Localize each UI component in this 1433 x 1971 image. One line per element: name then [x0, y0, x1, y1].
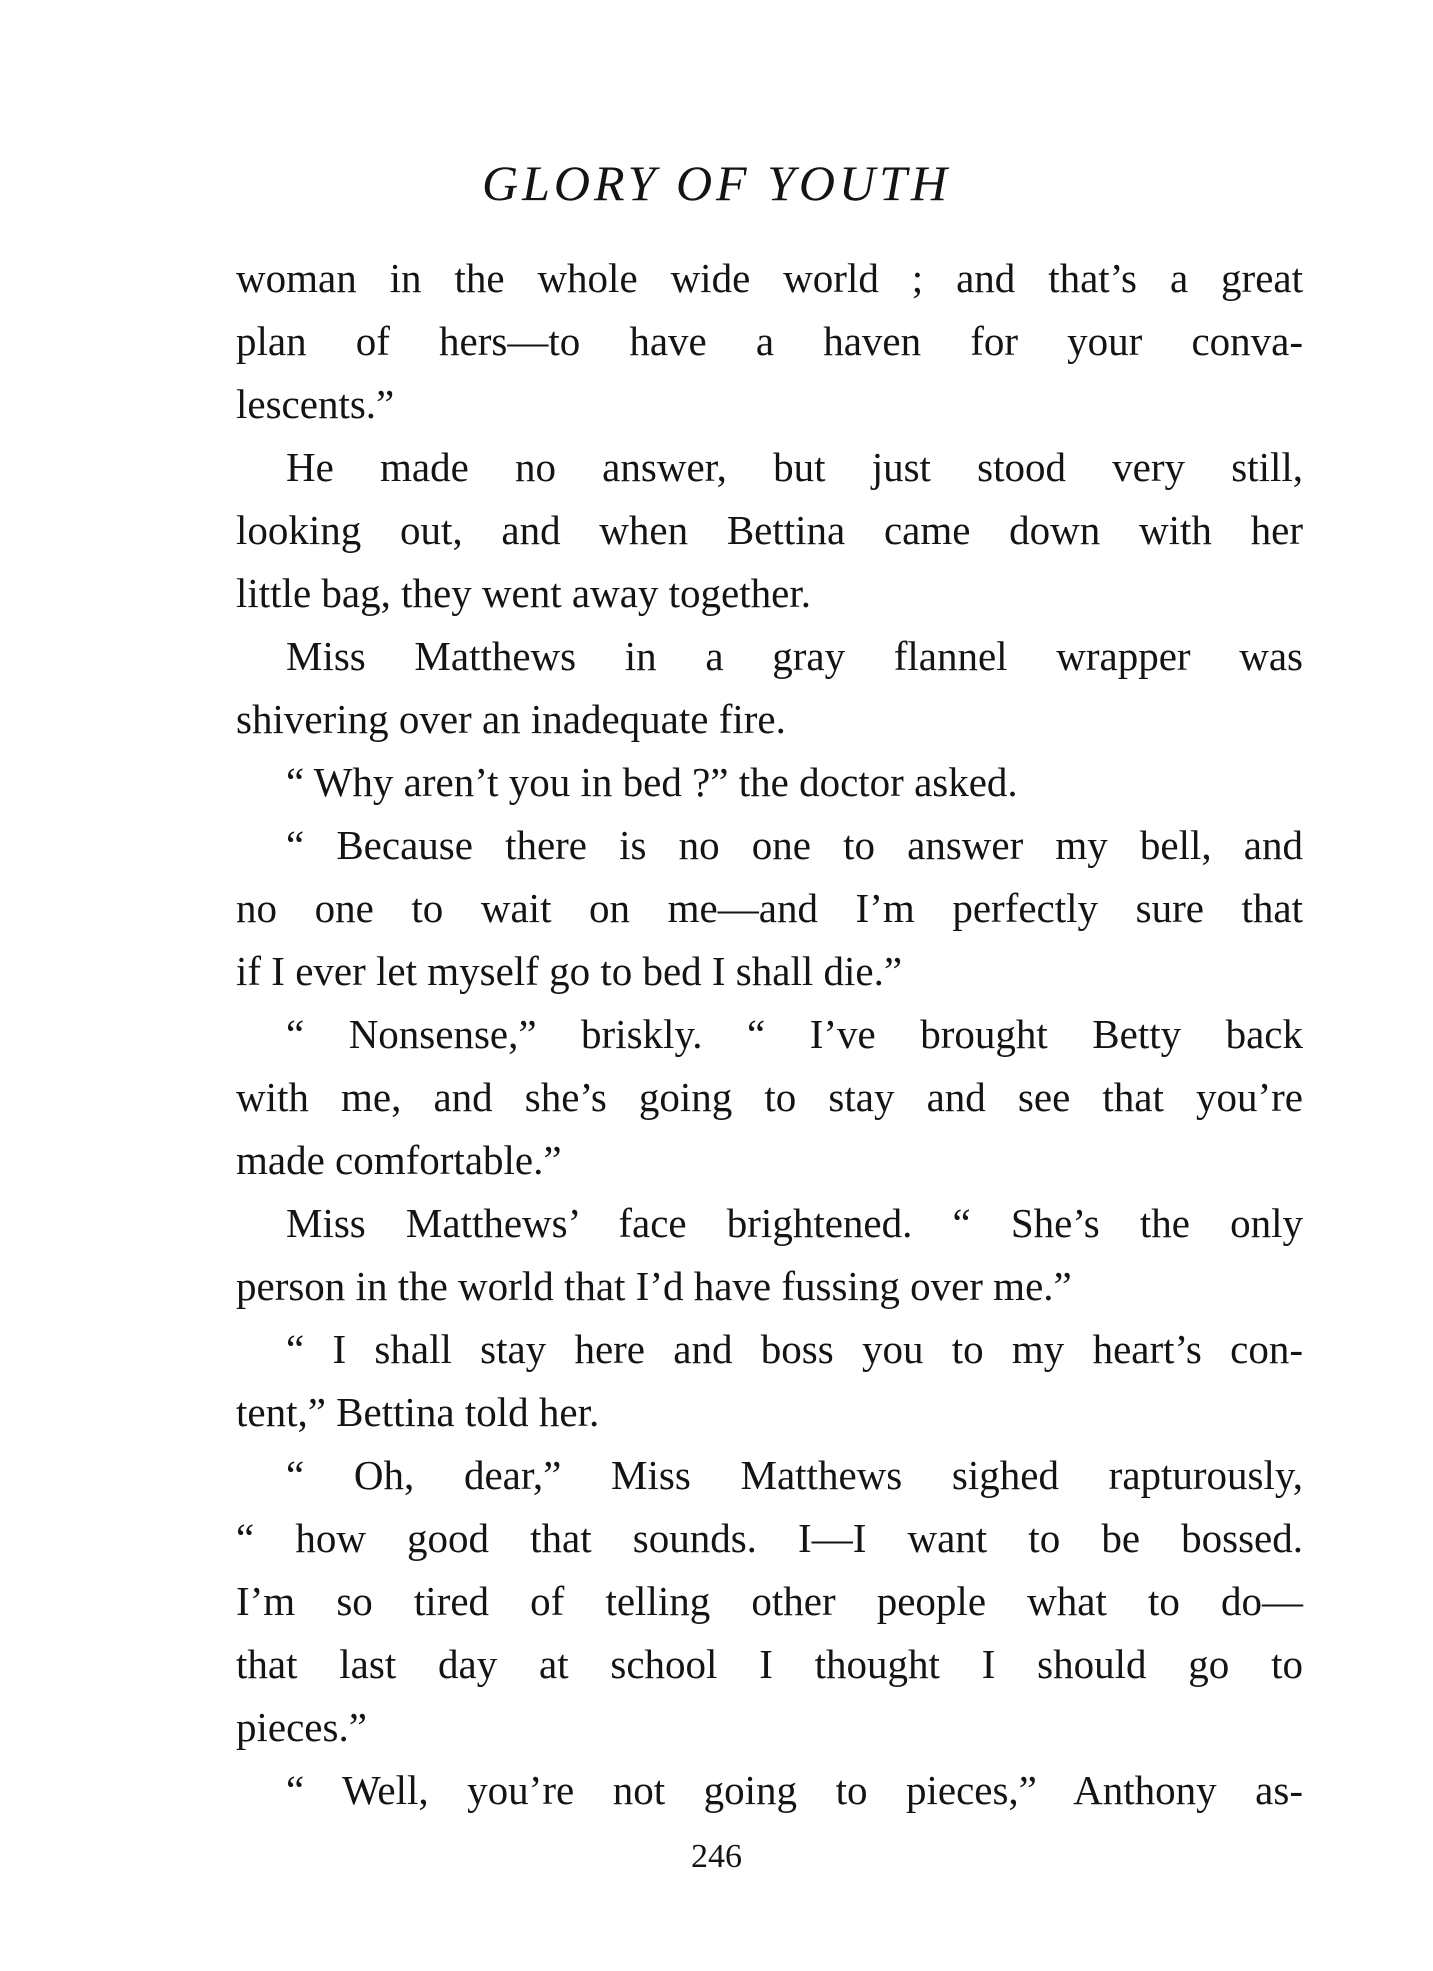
text-line: Miss Matthews in a gray flannel wrapper was [286, 633, 1303, 679]
text-line: “ Why aren’t you in bed ?” the doctor asked. [286, 759, 1018, 805]
text-line: made comfortable.” [236, 1137, 562, 1183]
text-line: “ how good that sounds. I—I want to be bossed. [236, 1515, 1303, 1561]
page-number: 246 [691, 1838, 742, 1875]
text-line: Miss Matthews’ face brightened. “ She’s the only [286, 1200, 1303, 1246]
text-line: He made no answer, but just stood very still, [286, 444, 1303, 490]
text-line: little bag, they went away together. [236, 570, 811, 616]
text-line: with me, and she’s going to stay and see that you’re [236, 1074, 1303, 1120]
text-line: tent,” Bettina told her. [236, 1389, 600, 1435]
body-text [236, 247, 1303, 1822]
text-line: “ Well, you’re not going to pieces,” Anthony as- [286, 1767, 1303, 1813]
text-line: that last day at school I thought I should go to [236, 1641, 1303, 1687]
text-line: I’m so tired of telling other people what to do— [236, 1578, 1303, 1624]
text-line: shivering over an inadequate fire. [236, 696, 786, 742]
text-line: no one to wait on me—and I’m perfectly sure that [236, 885, 1303, 931]
text-line: woman in the whole wide world ; and that’s a great [236, 255, 1303, 301]
text-line: if I ever let myself go to bed I shall die.” [236, 948, 903, 994]
text-line: pieces.” [236, 1704, 367, 1750]
text-line: “ Because there is no one to answer my bell, and [286, 822, 1303, 868]
text-line: “ Nonsense,” briskly. “ I’ve brought Betty back [286, 1011, 1303, 1057]
text-line: plan of hers—to have a haven for your conva- [236, 318, 1303, 364]
running-head: GLORY OF YOUTH [481, 155, 952, 211]
text-line: “ Oh, dear,” Miss Matthews sighed rapturously, [286, 1452, 1303, 1498]
text-line: lescents.” [236, 381, 395, 427]
text-line: “ I shall stay here and boss you to my heart’s con- [286, 1326, 1303, 1372]
text-line: looking out, and when Bettina came down with her [236, 507, 1303, 553]
text-line: person in the world that I’d have fussing over me.” [236, 1263, 1072, 1309]
